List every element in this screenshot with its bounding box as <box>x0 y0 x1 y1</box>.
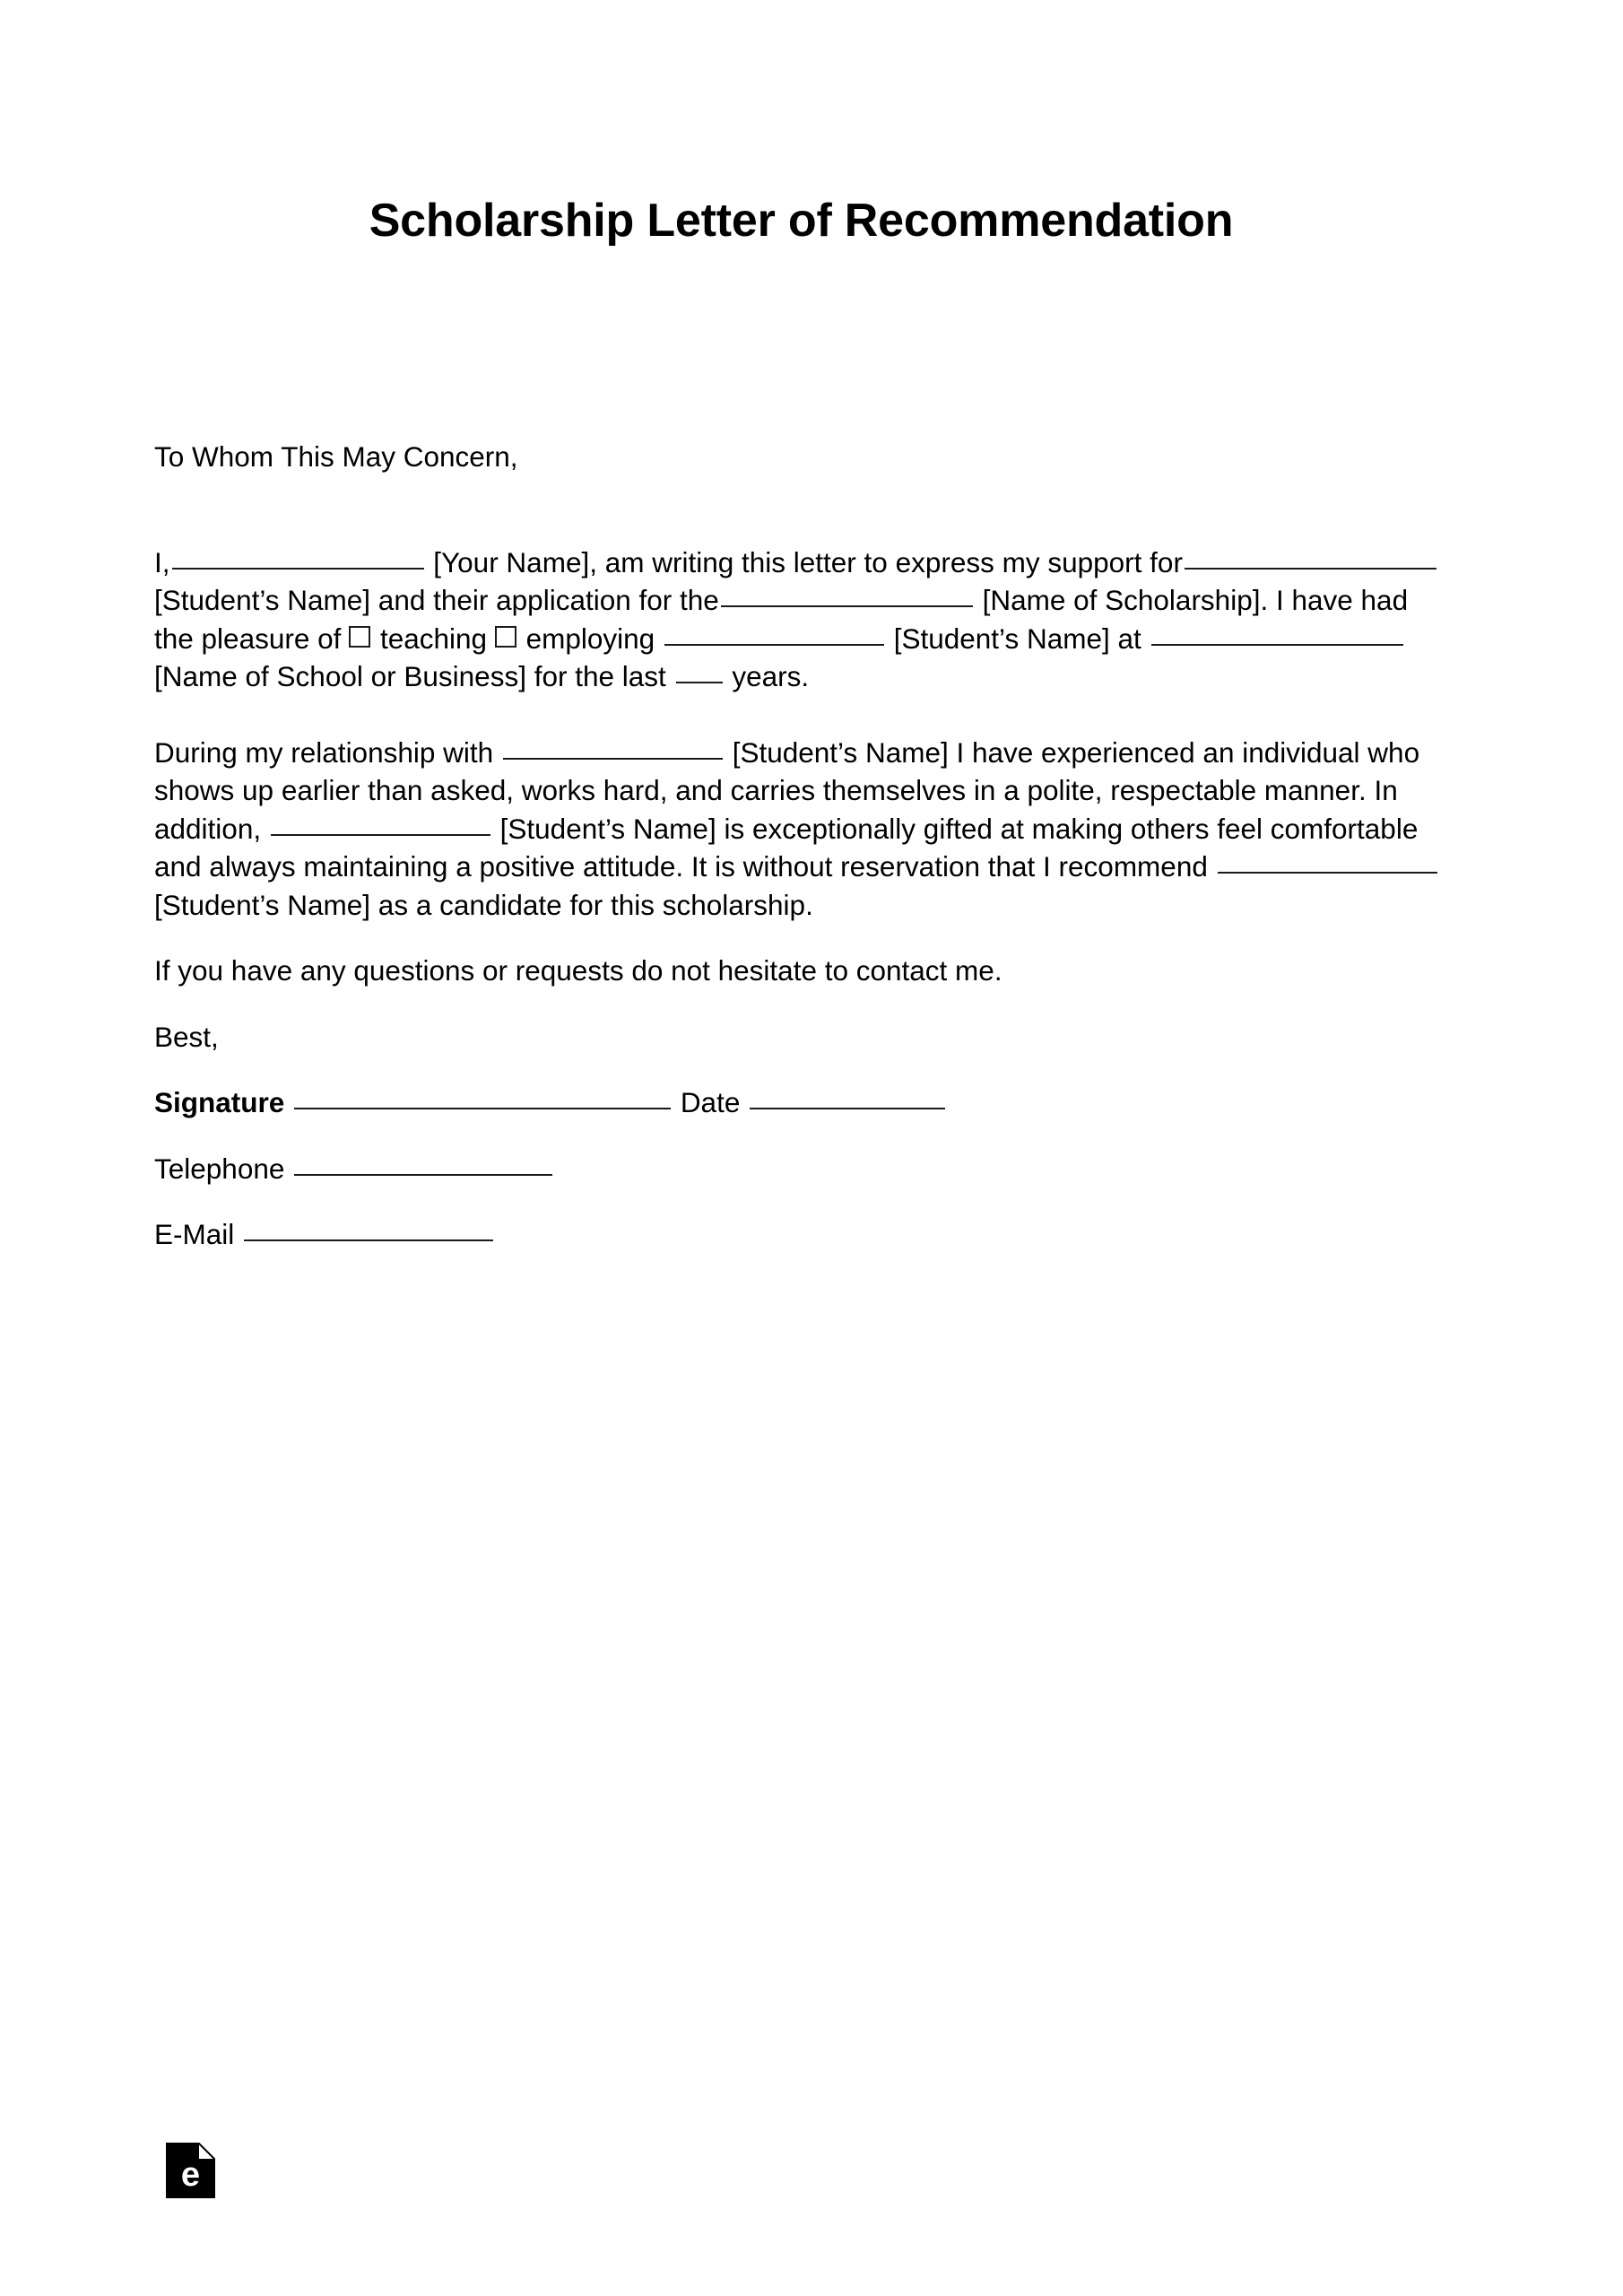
intro-text-2: [Your Name], am writing this letter to express my support for <box>433 545 1183 578</box>
spacer <box>154 924 1454 952</box>
intro-text-3: [Student’s Name] and their application for the <box>154 584 719 616</box>
logo-letter: e <box>180 2156 201 2194</box>
date-field[interactable] <box>750 1083 945 1109</box>
intro-text-1: I, <box>154 545 170 578</box>
body-text-1: During my relationship with <box>154 735 494 769</box>
spacer <box>154 990 1454 1018</box>
closing-salutation: Best, <box>154 1020 219 1053</box>
salutation: To Whom This May Concern, <box>154 440 518 473</box>
student-name-blank-2[interactable] <box>664 620 884 646</box>
spacer <box>154 476 1454 544</box>
your-name-blank[interactable] <box>172 544 424 570</box>
signature-label: Signature <box>154 1086 285 1118</box>
date-label: Date <box>680 1086 741 1118</box>
signature-date-row <box>154 1083 1454 1122</box>
student-name-blank-5[interactable] <box>1218 848 1437 874</box>
spacer <box>154 1187 1454 1215</box>
years-blank[interactable] <box>676 657 723 683</box>
school-business-blank[interactable] <box>1151 620 1403 646</box>
body-text-3: [Student’s Name] is exceptionally gifted at making others feel comfortable and always maintaining a positive attitude. It is without reservation that I recommend <box>154 812 1419 883</box>
intro-text-5: teaching <box>379 622 488 655</box>
email-row <box>154 1215 1454 1254</box>
intro-text-4: [Name of Scholarship]. I have had the pleasure of <box>154 584 1409 655</box>
telephone-label: Telephone <box>154 1152 285 1185</box>
intro-text-8: [Name of School or Business] for the last <box>154 660 666 692</box>
letter-body <box>154 438 1454 1254</box>
checkbox-employing-icon[interactable] <box>495 626 516 648</box>
intro-text-7: [Student’s Name] at <box>893 622 1141 655</box>
student-name-blank-3[interactable] <box>503 734 723 760</box>
page-title: Scholarship Letter of Recommendation <box>369 194 1234 247</box>
scholarship-name-blank[interactable] <box>721 581 973 607</box>
intro-text-6: employing <box>525 622 655 655</box>
checkbox-teaching-icon[interactable] <box>349 626 370 648</box>
eforms-logo[interactable] <box>166 2143 215 2198</box>
paragraph-intro <box>154 544 1454 696</box>
spacer <box>154 1056 1454 1083</box>
spacer <box>154 1122 1454 1150</box>
paragraph-contact: If you have any questions or requests do not hesitate to contact me. <box>154 954 1002 987</box>
telephone-field[interactable] <box>294 1150 552 1176</box>
signature-field[interactable] <box>294 1083 671 1109</box>
email-label: E-Mail <box>154 1218 235 1250</box>
paragraph-body <box>154 734 1454 925</box>
student-name-blank-4[interactable] <box>271 810 490 836</box>
spacer <box>154 696 1454 734</box>
body-text-2: [Student’s Name] I have experienced an individual who shows up earlier than asked, works hard, and carries themselves in a polite, respectable manner. In addition, <box>154 735 1420 845</box>
telephone-row <box>154 1150 1454 1188</box>
student-name-blank-1[interactable] <box>1185 544 1436 570</box>
intro-text-9: years. <box>732 660 810 692</box>
email-field[interactable] <box>244 1215 493 1241</box>
body-text-4: [Student’s Name] as a candidate for this scholarship. <box>154 888 813 921</box>
document-page-icon <box>166 2143 215 2198</box>
